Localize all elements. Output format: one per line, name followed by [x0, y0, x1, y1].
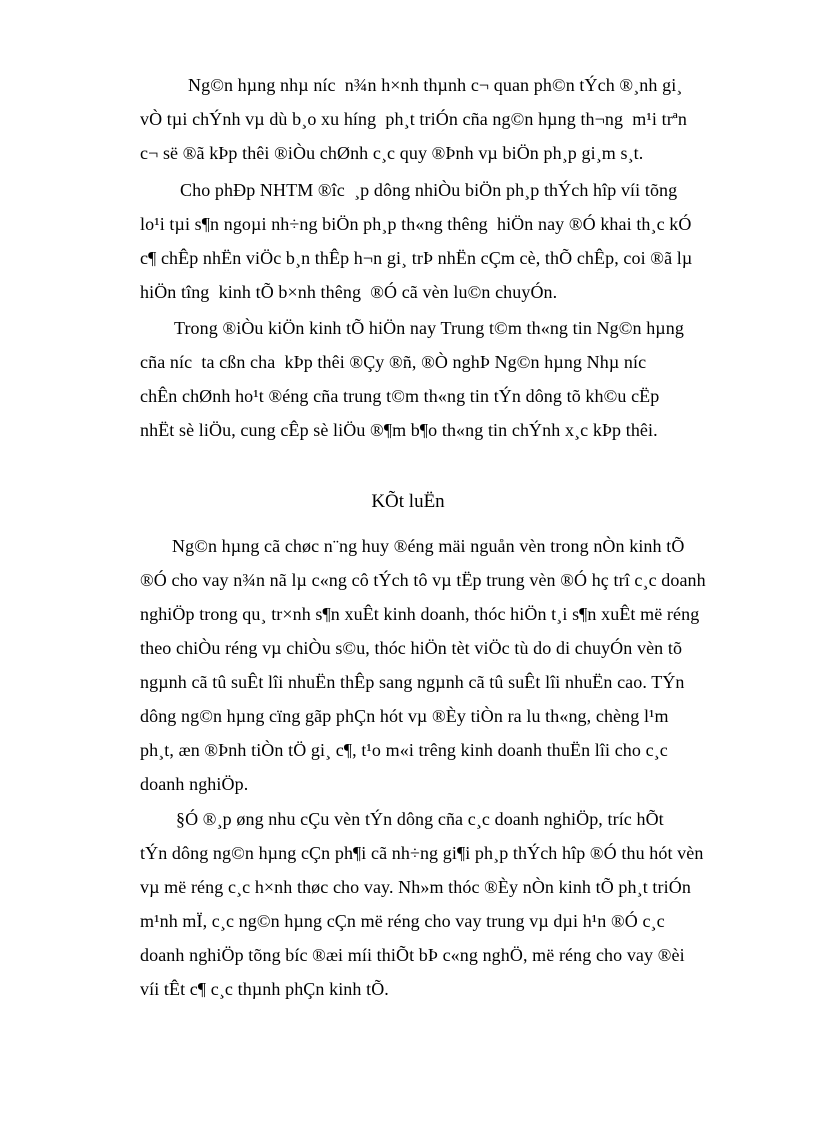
paragraph-4-line-7: ph¸t, æn ®Þnh tiÒn tÖ gi¸ c¶, t¹o m«i trêng kinh doanh thuËn lîi cho c¸c: [140, 740, 668, 760]
paragraph-4-line-6: dông ng©n hµng cïng gãp phÇn hót vµ ®Èy tiÒn ra lu th«ng, chèng l¹m: [140, 706, 669, 726]
paragraph-5-line-5: doanh nghiÖp tõng bíc ®æi míi thiÕt bÞ c«ng nghÖ, më réng cho vay ®èi: [140, 945, 685, 965]
paragraph-5-line-6: víi tÊt c¶ c¸c thµnh phÇn kinh tÕ.: [140, 979, 389, 999]
paragraph-1-line-2: vÒ tµi chÝnh vµ dù b¸o xu híng ph¸t triÓn cña ng©n hµng th¬ng m¹i trªn: [140, 109, 687, 129]
paragraph-4-line-4: theo chiÒu réng vµ chiÒu s©u, thóc hiÖn tèt viÖc tù do di chuyÓn vèn tõ: [140, 638, 683, 658]
paragraph-2-line-1: Cho phÐp NHTM ®îc ¸p dông nhiÒu biÖn ph¸p thÝch hîp víi tõng: [180, 180, 678, 200]
section-heading: KÕt luËn: [371, 491, 445, 512]
paragraph-4-line-1: Ng©n hµng cã chøc n¨ng huy ®éng mäi nguån vèn trong nÒn kinh tÕ: [172, 536, 685, 556]
paragraph-4-line-3: nghiÖp trong qu¸ tr×nh s¶n xuÊt kinh doanh, thóc hiÖn t¸i s¶n xuÊt më réng: [140, 604, 700, 624]
paragraph-2-line-4: hiÖn tîng kinh tÕ b×nh thêng ®Ó cã vèn lu©n chuyÓn.: [140, 282, 558, 302]
paragraph-2-line-3: c¶ chÊp nhËn viÖc b¸n thÊp h¬n gi¸ trÞ nhËn cÇm cè, thÕ chÊp, coi ®ã lµ: [140, 248, 693, 268]
paragraph-1-line-1: Ng©n hµng nhµ níc n¾n h×nh thµnh c¬ quan ph©n tÝch ®¸nh gi¸: [188, 75, 683, 95]
paragraph-1-line-3: c¬ së ®ã kÞp thêi ®iÒu chØnh c¸c quy ®Þnh vµ biÖn ph¸p gi¸m s¸t.: [140, 143, 644, 163]
paragraph-4-line-2: ®Ó cho vay n¾n nã lµ c«ng cô tÝch tô vµ tËp trung vèn ®Ó hç trî c¸c doanh: [140, 570, 706, 590]
paragraph-5-line-1: §Ó ®¸p øng nhu cÇu vèn tÝn dông cña c¸c doanh nghiÖp, tríc hÕt: [176, 809, 664, 829]
paragraph-3-line-2: cña níc ta cßn cha kÞp thêi ®Çy ®ñ, ®Ò nghÞ Ng©n hµng Nhµ níc: [140, 352, 647, 372]
paragraph-2-line-2: lo¹i tµi s¶n ngoµi nh÷ng biÖn ph¸p th«ng thêng hiÖn nay ®Ó khai th¸c kÓ: [140, 214, 692, 234]
paragraph-5-line-2: tÝn dông ng©n hµng cÇn ph¶i cã nh÷ng gi¶i ph¸p thÝch hîp ®Ó thu hót vèn: [140, 843, 704, 863]
paragraph-5-line-4: m¹nh mÏ, c¸c ng©n hµng cÇn më réng cho vay trung vµ dµi h¹n ®Ó c¸c: [140, 911, 665, 931]
paragraph-3-line-4: nhËt sè liÖu, cung cÊp sè liÖu ®¶m b¶o th«ng tin chÝnh x¸c kÞp thêi.: [140, 420, 658, 440]
paragraph-4-line-5: ngµnh cã tû suÊt lîi nhuËn thÊp sang ngµnh cã tû suÊt lîi nhuËn cao. TÝn: [140, 672, 685, 692]
paragraph-3-line-3: chÊn chØnh ho¹t ®éng cña trung t©m th«ng tin tÝn dông tõ kh©u cËp: [140, 386, 660, 406]
paragraph-4-line-8: doanh nghiÖp.: [140, 774, 249, 794]
paragraph-3-line-1: Trong ®iÒu kiÖn kinh tÕ hiÖn nay Trung t©m th«ng tin Ng©n hµng: [174, 318, 684, 338]
paragraph-5-line-3: vµ më réng c¸c h×nh thøc cho vay. Nh»m thóc ®Èy nÒn kinh tÕ ph¸t triÓn: [140, 877, 691, 897]
